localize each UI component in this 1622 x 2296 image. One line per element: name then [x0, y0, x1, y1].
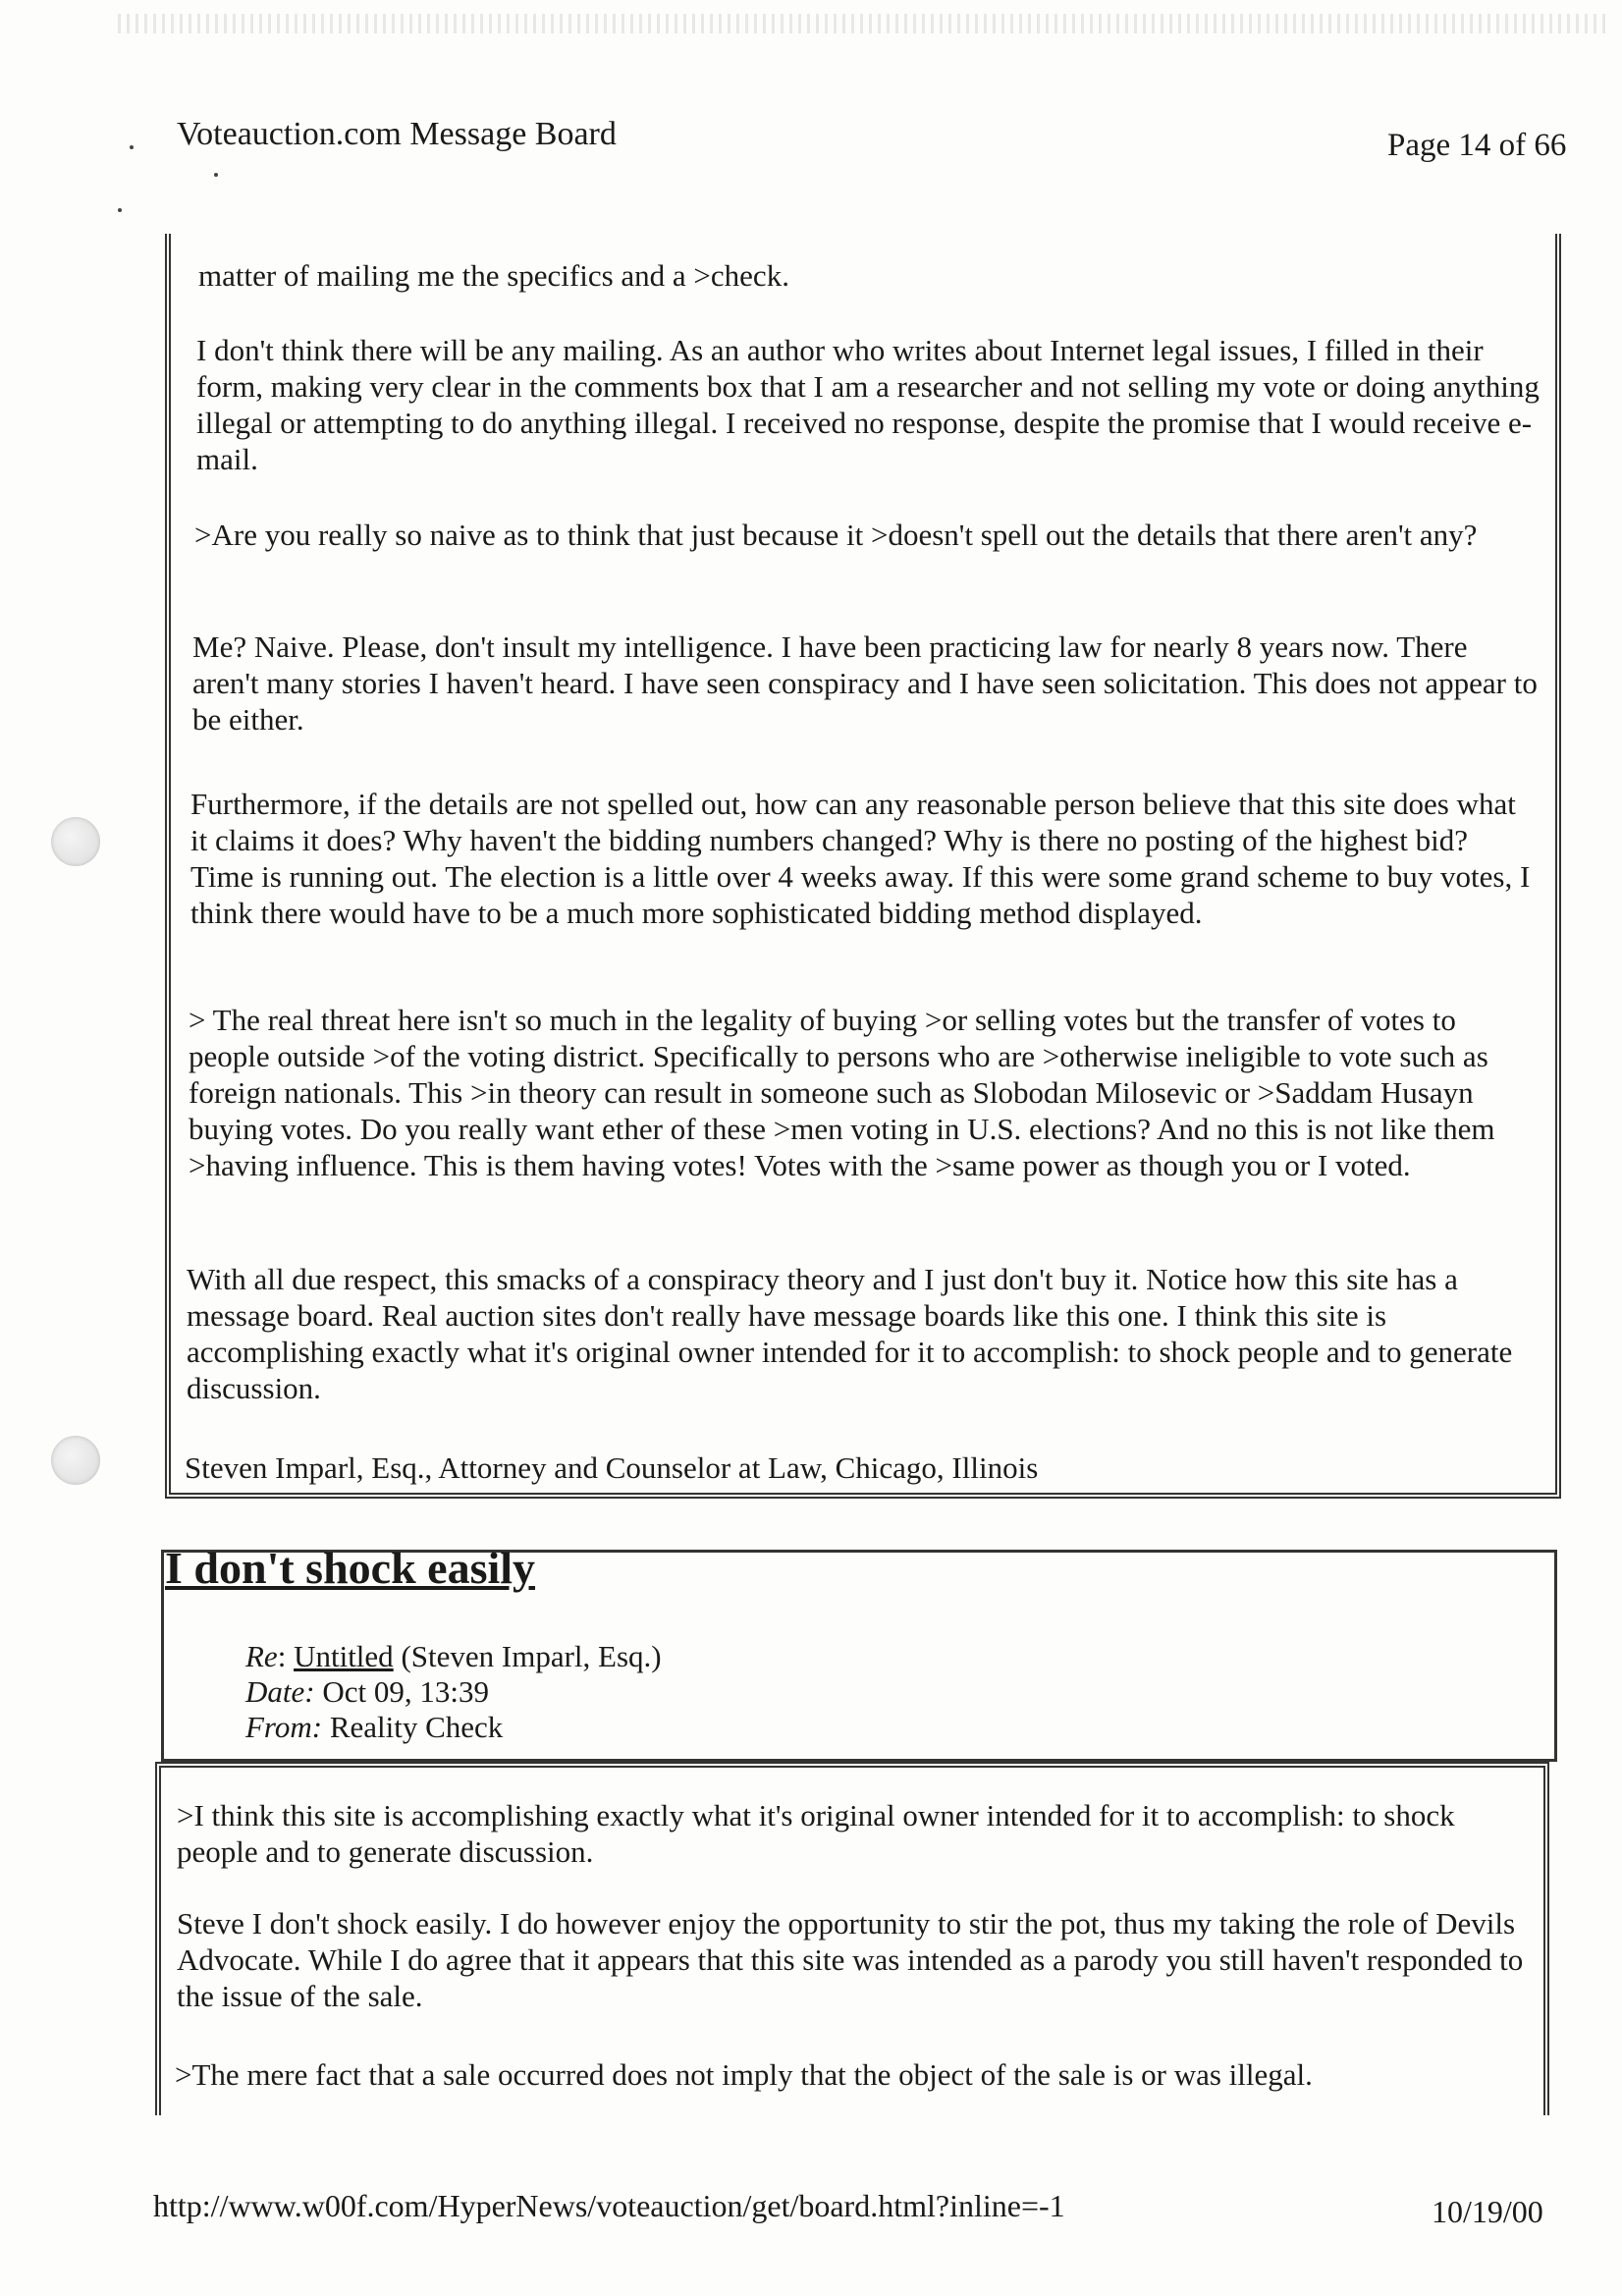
post-paragraph: Furthermore, if the details are not spelled out, how can any reasonable person believe that this site does what it claims it does? Why haven't the bidding numbers changed? Why is there no posting of the highest bid? Time is running out. The election is a little over 4 weeks away. If this were some grand scheme to buy votes, I think there would have to be a much more sophisticated bidding method displayed.: [190, 787, 1531, 930]
date-label: Date:: [245, 1674, 315, 1709]
footer-url: http://www.w00f.com/HyperNews/voteauction/get/board.html?inline=-1: [153, 2188, 1065, 2223]
reply-date-line: [245, 1673, 489, 1710]
date-value: Oct 09, 13:39: [322, 1674, 489, 1709]
reply-from-line: [245, 1709, 503, 1745]
post-paragraph: I don't think there will be any mailing. As an author who writes about Internet legal issues, I filled in their form, making very clear in the comments box that I am a researcher and not selling my vote or doing anything illegal or attempting to do anything illegal. I received no response, despite the promise that I would receive e-mail.: [196, 333, 1540, 476]
footer-date: 10/19/00: [1432, 2194, 1543, 2229]
page-header-title: Voteauction.com Message Board: [177, 116, 617, 152]
post-paragraph: With all due respect, this smacks of a conspiracy theory and I just don't buy it. Notice how this site has a message board. Real auction sites don't really have message boards like this one. I think this site is accomplishing exactly what it's original owner intended for it to accomplish: to shock people and to generate discussion.: [187, 1262, 1513, 1405]
re-author: (Steven Imparl, Esq.): [401, 1639, 662, 1673]
post-paragraph: >Are you really so naive as to think that just because it >doesn't spell out the details that there aren't any?: [194, 518, 1478, 552]
scan-noise: [118, 14, 1610, 33]
post-title[interactable]: I don't shock easily: [165, 1543, 536, 1593]
post-paragraph: Steve I don't shock easily. I do however enjoy the opportunity to stir the pot, thus my taking the role of Devils Advocate. While I do agree that it appears that this site was intended as a parody you still haven't responded to the issue of the sale.: [177, 1906, 1524, 2013]
post-paragraph: Me? Naive. Please, don't insult my intelligence. I have been practicing law for nearly 8 years now. There aren't many stories I haven't heard. I have seen conspiracy and I have seen solicitation. This does not appear to be either.: [192, 629, 1538, 737]
reply-re-line: Re: Untitled (Steven Imparl, Esq.): [245, 1639, 662, 1673]
re-link[interactable]: Untitled: [294, 1639, 394, 1673]
post-signature: Steven Imparl, Esq., Attorney and Counselor at Law, Chicago, Illinois: [185, 1450, 1039, 1485]
post-paragraph: >The mere fact that a sale occurred does not imply that the object of the sale is or was illegal.: [175, 2057, 1313, 2092]
punch-hole: [51, 817, 100, 866]
from-label: From:: [245, 1710, 323, 1744]
punch-hole: [51, 1436, 100, 1485]
page-number: Page 14 of 66: [1387, 128, 1567, 163]
from-value: Reality Check: [329, 1710, 504, 1744]
margin-mark: [118, 208, 122, 212]
post-paragraph: > The real threat here isn't so much in the legality of buying >or selling votes but the transfer of votes to people outside >of the voting district. Specifically to persons who are >otherwise ineligible to vote such as foreign nationals. This >in theory can result in someone such as Slobodan Milosevic or >Saddam Husayn buying votes. Do you really want ether of these >men voting in U.S. elections? And no this is not like them >having influence. This is them having votes! Votes with the >same power as though you or I voted.: [189, 1003, 1495, 1182]
post-paragraph: matter of mailing me the specifics and a >check.: [198, 258, 789, 293]
margin-mark: [130, 145, 134, 149]
re-label: Re: [245, 1639, 278, 1673]
post-paragraph: >I think this site is accomplishing exactly what it's original owner intended for it to accomplish: to shock people and to generate discussion.: [177, 1798, 1455, 1869]
margin-mark: [214, 173, 218, 177]
